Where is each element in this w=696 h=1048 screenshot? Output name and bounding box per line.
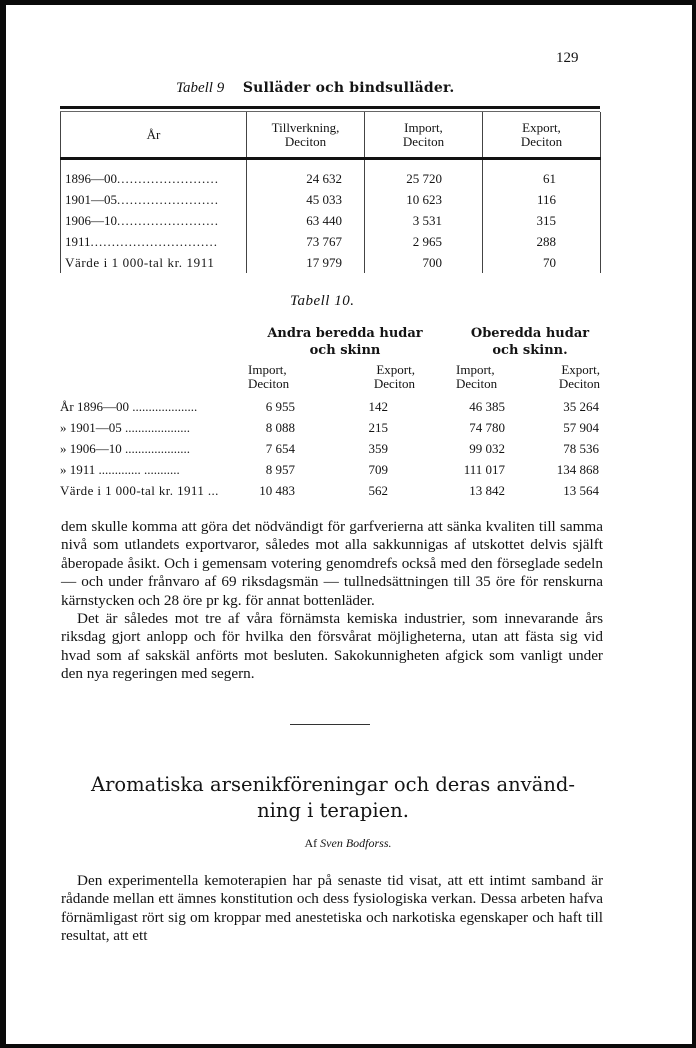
table-row [60,417,605,438]
table9-export-cell: 70 [483,252,601,273]
body-text [61,518,603,684]
table10-cell-import-1: 6 955 [265,399,295,414]
table10-cell-import-2: 46 385 [469,399,505,414]
table10-cell-import-2: 13 842 [469,483,505,498]
table9-value-label-cell: Värde i 1 000-tal kr. 1911 [61,252,247,273]
table10-row-label: » 1901—05 .................... [60,420,190,435]
table10-cell-export-2: 57 904 [563,420,599,435]
article-title: Aromatiska arsenikföreningar och deras använd- ning i terapien. [91,773,575,822]
table-row [61,189,601,210]
table-row [61,231,601,252]
table9-tillverkning-cell: 63 440 [247,210,365,231]
table9-year-cell: 1906—10........................ [61,210,247,231]
table9-export-cell: 61 [483,159,601,190]
table10-row-label: » 1911 ............. ........... [60,462,180,477]
table9-import-cell: 700 [365,252,483,273]
table10-group-andra-beredda: Andra beredda hudar och skinn [267,326,423,358]
table10-cell-export-2: 78 536 [563,441,599,456]
table-row [60,459,605,480]
table-row [60,480,605,501]
table10-cell-export-1: 359 [368,441,388,456]
scan-border-bottom [0,1044,696,1048]
table9-header-import: Import, Deciton [365,112,483,159]
article-paragraph: Den experimentella kemoterapien har på senaste tid visat, att ett intimt samband är rådande mellan ett ämnes konstitution och dess fysiologiska verkan. Dessa arbeten hafva förnämligast rört sig om kroppar med anestetiska och narkotiska egenskaper och haft till resultat, att ett [61,872,603,945]
table10-cell-import-1: 8 957 [265,462,295,477]
byline-prefix: Af [304,836,318,850]
table10-cell-export-2: 134 868 [556,462,599,477]
table10-cell-export-1: 562 [368,483,388,498]
table9-caption [176,80,616,97]
article-byline [0,836,696,851]
body-paragraph: dem skulle komma att göra det nödvändigt för garfverierna att sänka kvaliten till samma nivå som utlandets exportvaror, således mot alla sakkunnigas af utskottet delvis själft åberopade åsikt. Och i gemensam votering genomdrefs också med den förseglade sedeln — och under frånvaro af 69 riksdagsmän — tullnedsättningen till 35 öre för renskurna kärnstycken och 28 öre pr kg. för annat bottenläder. [61,518,603,609]
body-paragraph: Det är således mot tre af våra förnämsta kemiska industrier, som innevarande års riksdag gjort anlopp och för hvilka den försvårat möjligheterna, utan att fästa sig vid hvad som af sakskäl anförts mot besluten. Sakokunnigheten afgick som vanligt under den nya regeringen med segern. [61,610,603,683]
table10-cell-import-2: 74 780 [469,420,505,435]
article-body [61,872,603,946]
table9-year-cell: 1911.............................. [61,231,247,252]
table10-cell-export-2: 13 564 [563,483,599,498]
table10-cell-import-2: 111 017 [463,462,505,477]
table10-cell-export-1: 142 [368,399,388,414]
table9 [60,106,600,273]
table10-subheader-import-2: Import, Deciton [456,362,498,391]
table-row [61,159,601,190]
table10-cell-export-1: 215 [368,420,388,435]
table9-tillverkning-cell: 73 767 [247,231,365,252]
table9-label: Tabell 9 [176,80,225,96]
table9-header-tillverkning: Tillverkning, Deciton [247,112,365,159]
table9-year-cell: 1901—05........................ [61,189,247,210]
table10-subheader-export-2: Export, Deciton [558,362,600,391]
table10-row-label: År 1896—00 .................... [60,399,198,414]
table-row [60,438,605,459]
table9-tillverkning-cell: 45 033 [247,189,365,210]
table9-tillverkning-cell: 24 632 [247,159,365,190]
table9-tillverkning-cell: 17 979 [247,252,365,273]
table9-export-cell: 116 [483,189,601,210]
table10-subheader-import-1: Import, Deciton [248,362,290,391]
table10-cell-import-1: 7 654 [265,441,295,456]
table9-year-cell: 1896—00........................ [61,159,247,190]
table-row [61,210,601,231]
table-row [61,252,601,273]
table10-cell-export-2: 35 264 [563,399,599,414]
table9-top-rule [60,106,600,109]
scan-border-left [0,0,6,1048]
table9-import-cell: 10 623 [365,189,483,210]
table9-header-year: År [61,112,247,159]
table10-subheader-export-1: Export, Deciton [373,362,415,391]
table10-cell-import-2: 99 032 [469,441,505,456]
table9-header-export: Export, Deciton [483,112,601,159]
table9-import-cell: 3 531 [365,210,483,231]
table9-export-cell: 288 [483,231,601,252]
table10-cell-export-1: 709 [368,462,388,477]
byline-author: Sven Bodforss. [320,836,392,850]
table9-export-cell: 315 [483,210,601,231]
table10-caption: Tabell 10. [290,293,355,309]
table-row [60,396,605,417]
section-separator [290,724,370,725]
table10-group-oberedda: Oberedda hudar och skinn. [470,326,590,358]
table9-import-cell: 25 720 [365,159,483,190]
table9-import-cell: 2 965 [365,231,483,252]
table9-header-row [61,112,601,159]
scan-border-top [0,0,696,5]
table10-cell-import-1: 8 088 [265,420,295,435]
scan-border-right [692,0,696,1048]
table10-row-label: Värde i 1 000-tal kr. 1911 ... [60,483,219,498]
page-number: 129 [556,50,579,66]
table10-cell-import-1: 10 483 [259,483,295,498]
table10-row-label: » 1906—10 .................... [60,441,190,456]
table9-title: Sulläder och bindsulläder. [242,80,455,96]
